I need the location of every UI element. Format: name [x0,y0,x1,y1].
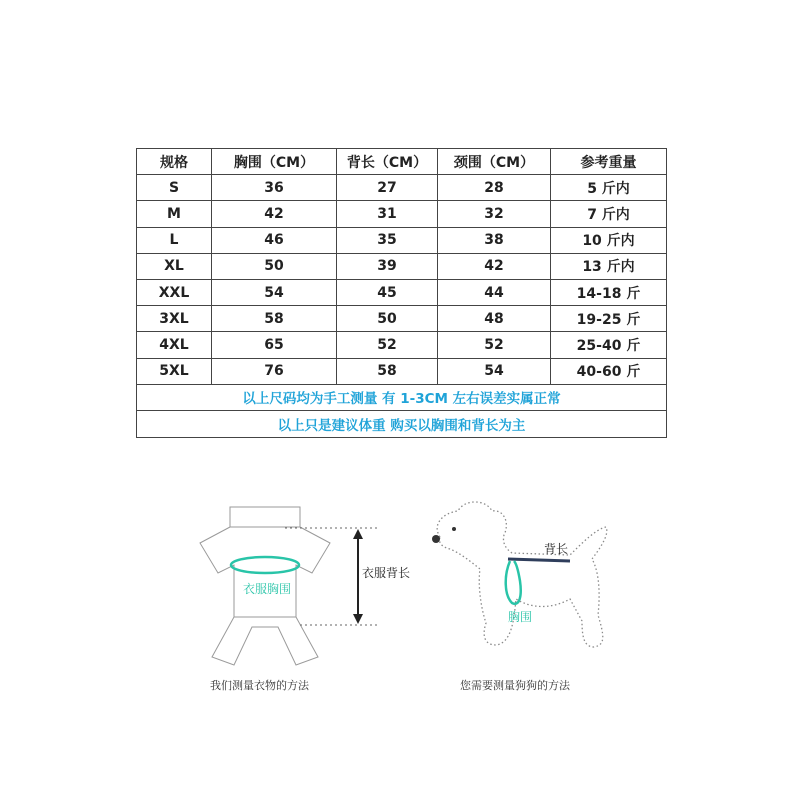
weight-cell: 25-40 斤 [551,332,667,358]
size-cell: XXL [137,279,212,305]
chest-cell: 54 [212,279,337,305]
header-chest: 胸围（CM） [212,149,337,175]
dog-back-label: 背长 [544,542,569,556]
dog-chest-label: 胸围 [508,610,533,624]
weight-cell: 13 斤内 [551,253,667,279]
chest-cell: 36 [212,175,337,201]
weight-cell: 10 斤内 [551,227,667,253]
dog-nose-icon [432,535,440,543]
back-cell: 50 [337,306,438,332]
chest-cell: 50 [212,253,337,279]
chest-loop [506,561,521,604]
neck-cell: 28 [438,175,551,201]
back-length-line [508,559,570,561]
neck-cell: 52 [438,332,551,358]
chest-measure-ring [231,557,299,573]
weight-note: 以上只是建议体重 购买以胸围和背长为主 [137,411,667,438]
neck-cell: 38 [438,227,551,253]
clothes-caption: 我们测量衣物的方法 [210,679,309,692]
chest-cell: 42 [212,201,337,227]
chest-cell: 65 [212,332,337,358]
header-weight: 参考重量 [551,149,667,175]
size-table [136,148,666,438]
table-row [137,358,667,384]
dog-diagram [420,495,630,665]
arrow-up-icon [353,529,363,539]
back-cell: 27 [337,175,438,201]
table-row [137,175,667,201]
size-cell: S [137,175,212,201]
neck-cell: 32 [438,201,551,227]
dog-outline [437,502,607,647]
size-cell: M [137,201,212,227]
note-row [137,384,667,411]
neck-cell: 54 [438,358,551,384]
header-neck: 颈围（CM） [438,149,551,175]
back-cell: 39 [337,253,438,279]
header-size: 规格 [137,149,212,175]
header-back-length: 背长（CM） [337,149,438,175]
size-cell: 5XL [137,358,212,384]
size-cell: L [137,227,212,253]
table-row [137,201,667,227]
table-header-row [137,149,667,175]
clothes-back-label: 衣服背长 [362,566,411,580]
weight-cell: 40-60 斤 [551,358,667,384]
table-row [137,279,667,305]
dog-caption: 您需要测量狗狗的方法 [460,679,570,692]
chest-cell: 58 [212,306,337,332]
neck-cell: 44 [438,279,551,305]
back-cell: 58 [337,358,438,384]
back-cell: 31 [337,201,438,227]
back-cell: 45 [337,279,438,305]
back-cell: 35 [337,227,438,253]
weight-cell: 5 斤内 [551,175,667,201]
weight-cell: 14-18 斤 [551,279,667,305]
neck-cell: 48 [438,306,551,332]
note-row [137,411,667,438]
table-row [137,306,667,332]
clothes-chest-label: 衣服胸围 [243,582,292,596]
chest-cell: 76 [212,358,337,384]
table-row [137,227,667,253]
dog-eye-icon [452,527,456,531]
back-cell: 52 [337,332,438,358]
size-cell: 3XL [137,306,212,332]
weight-cell: 7 斤内 [551,201,667,227]
weight-cell: 19-25 斤 [551,306,667,332]
clothes-diagram [190,495,420,675]
table-row [137,253,667,279]
arrow-down-icon [353,614,363,624]
measurement-note: 以上尺码均为手工测量 有 1-3CM 左右误差实属正常 [137,384,667,411]
size-cell: XL [137,253,212,279]
table-row [137,332,667,358]
neck-cell: 42 [438,253,551,279]
chest-cell: 46 [212,227,337,253]
size-cell: 4XL [137,332,212,358]
